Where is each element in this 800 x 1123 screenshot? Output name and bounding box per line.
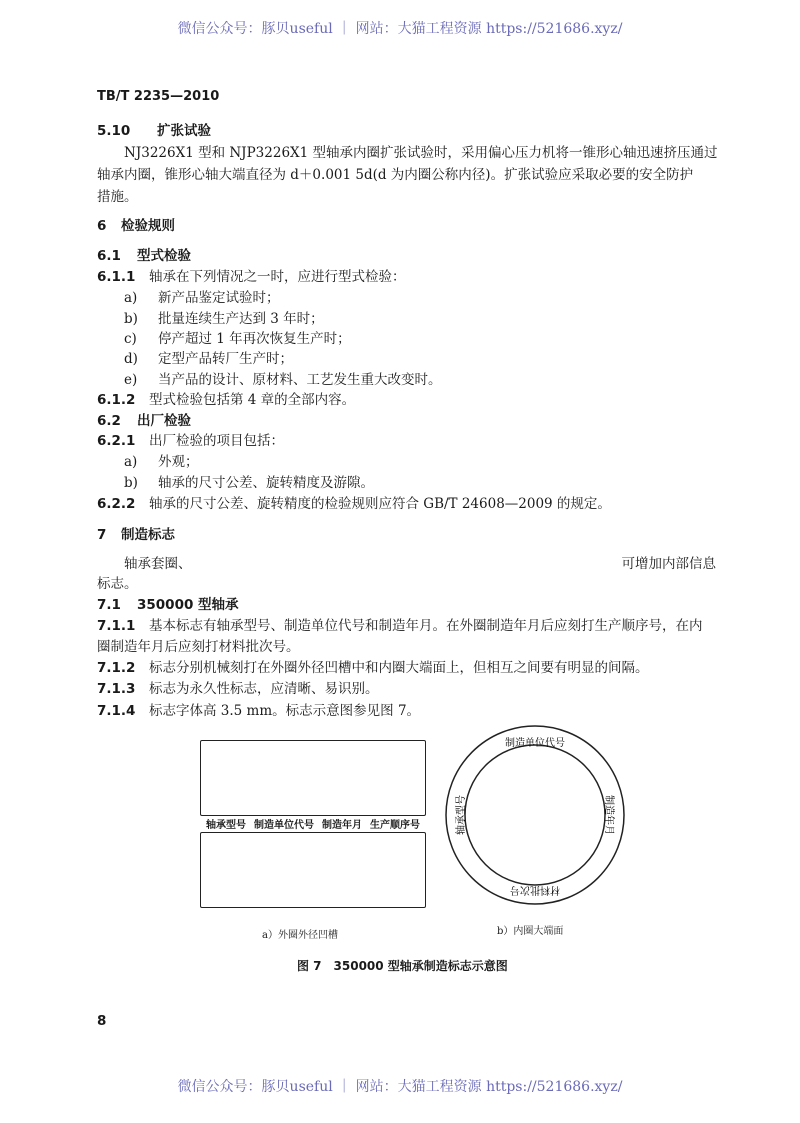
groove-marking bbox=[202, 816, 424, 830]
list-item: b) 批量连续生产达到 3 年时； bbox=[124, 311, 324, 327]
list-item: b) 轴承的尺寸公差、旋转精度及游隙。 bbox=[124, 475, 374, 491]
caption-b: b）内圈大端面 bbox=[497, 926, 564, 937]
paragraph-line: 轴承内圈，锥形心轴大端直径为 d＋0.001 5d(d 为内圈公称内径)。扩张试验应采取必要的安全防护 bbox=[97, 167, 694, 183]
ring-label-right: 制造年月 bbox=[603, 795, 614, 835]
paragraph-line: NJ3226X1 型和 NJP3226X1 型轴承内圈扩张试验时，采用偏心压力机将一锥形心轴迅速挤压通过 bbox=[124, 145, 718, 161]
page-number: 8 bbox=[97, 1013, 107, 1029]
figure-title: 图 7 350000 型轴承制造标志示意图 bbox=[297, 959, 508, 973]
clause-6-1-1: 6.1.1 轴承在下列情况之一时，应进行型式检验： bbox=[97, 269, 406, 285]
ring-label-top: 制造单位代号 bbox=[505, 738, 565, 749]
outer-ring-upper-body bbox=[200, 740, 426, 816]
section-7-1-heading: 7.1 350000 型轴承 bbox=[97, 597, 239, 613]
ring-label-bottom: 材料批次号 bbox=[510, 884, 560, 895]
clause-7-1-4: 7.1.4 标志字体高 3.5 mm。标志示意图参见图 7。 bbox=[97, 703, 421, 719]
paragraph-line-right: 可增加内部信息 bbox=[621, 556, 716, 572]
header-standard-number: TB/T 2235—2010 bbox=[97, 89, 220, 104]
outer-circle bbox=[446, 726, 624, 904]
groove-label: 生产顺序号 bbox=[370, 819, 420, 831]
list-item: d) 定型产品转厂生产时； bbox=[124, 351, 293, 367]
list-item: e) 当产品的设计、原材料、工艺发生重大改变时。 bbox=[124, 372, 442, 388]
section-6-2-heading: 6.2 出厂检验 bbox=[97, 413, 191, 429]
list-item: c) 停产超过 1 年再次恢复生产时； bbox=[124, 331, 351, 347]
watermark-bottom: 微信公众号：豚贝useful ｜ 网站：大猫工程资源 https://521686.xyz/ bbox=[177, 1079, 623, 1095]
section-6-1-heading: 6.1 型式检验 bbox=[97, 248, 191, 264]
paragraph-line: 标志。 bbox=[97, 576, 138, 592]
groove-label: 轴承型号 bbox=[206, 819, 246, 831]
clause-6-2-2: 6.2.2 轴承的尺寸公差、旋转精度的检验规则应符合 GB/T 24608—2009 的规定。 bbox=[97, 496, 611, 512]
section-7-heading: 7 制造标志 bbox=[97, 527, 175, 543]
section-5-10-heading: 5.10 扩张试验 bbox=[97, 123, 211, 139]
clause-7-1-3: 7.1.3 标志为永久性标志，应清晰、易识别。 bbox=[97, 681, 379, 697]
clause-7-1-2: 7.1.2 标志分别机械刻打在外圈外径凹槽中和内圈大端面上，但相互之间要有明显的间隔。 bbox=[97, 660, 649, 676]
clause-6-2-1: 6.2.1 出厂检验的项目包括： bbox=[97, 433, 284, 449]
groove-label: 制造单位代号 bbox=[254, 819, 314, 831]
paragraph-line: 圈制造年月后应刻打材料批次号。 bbox=[97, 639, 300, 655]
ring-label-left: 轴承型号 bbox=[456, 795, 467, 835]
clause-7-1-1: 7.1.1 基本标志有轴承型号、制造单位代号和制造年月。在外圈制造年月后应刻打生产顺序号，在内 bbox=[97, 618, 703, 634]
paragraph-line-left: 轴承套圈、 bbox=[124, 556, 192, 572]
watermark-top: 微信公众号：豚贝useful ｜ 网站：大猫工程资源 https://521686.xyz/ bbox=[177, 21, 623, 37]
section-6-heading: 6 检验规则 bbox=[97, 218, 175, 234]
groove-label: 制造年月 bbox=[322, 819, 362, 831]
inner-ring-end-face-diagram bbox=[440, 720, 630, 910]
inner-circle bbox=[465, 745, 605, 885]
caption-a: a）外圈外径凹槽 bbox=[262, 930, 338, 941]
paragraph-line: 措施。 bbox=[97, 189, 138, 205]
list-item: a) 新产品鉴定试验时； bbox=[124, 290, 280, 306]
list-item: a) 外观； bbox=[124, 454, 199, 470]
outer-ring-groove-diagram bbox=[200, 740, 426, 912]
outer-ring-lower-body bbox=[200, 832, 426, 908]
clause-6-1-2: 6.1.2 型式检验包括第 4 章的全部内容。 bbox=[97, 392, 356, 408]
